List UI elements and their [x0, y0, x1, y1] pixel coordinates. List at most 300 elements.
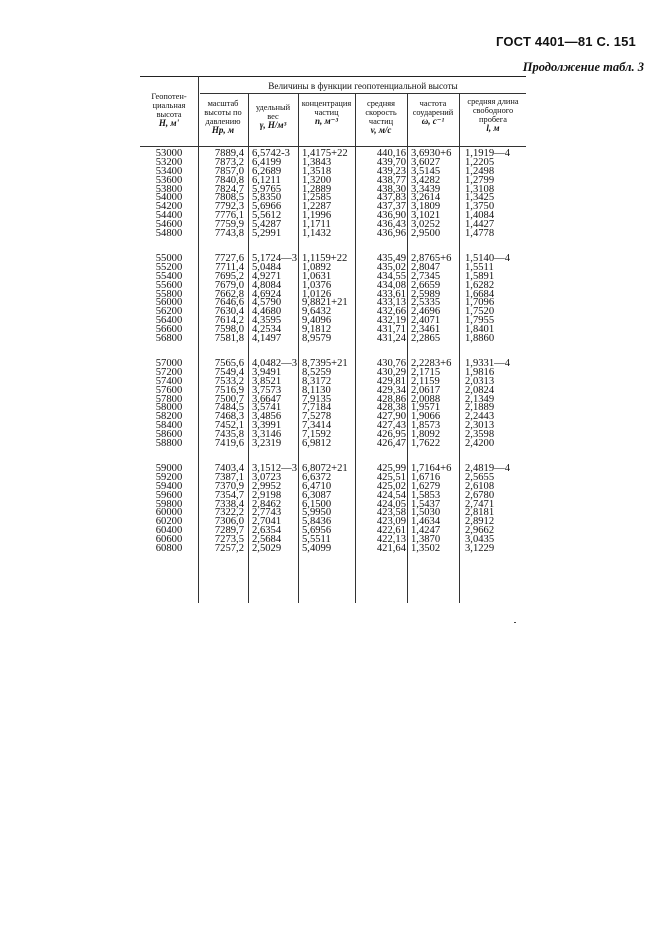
table-cell: 7808,5 [214, 192, 244, 204]
page-mark [514, 622, 516, 623]
table-cell: 7387,1 [214, 471, 244, 483]
table-cell: 2,7041 [252, 516, 282, 528]
table-cell: 54400 [155, 210, 183, 222]
table-cell: 424,05 [376, 498, 406, 510]
table-cell: 7581,8 [214, 333, 244, 345]
table-cell: 425,99 [376, 463, 406, 474]
table-cell: 7403,4 [214, 463, 244, 474]
column-scale [198, 255, 244, 344]
table-cell: 1,1996 [302, 210, 332, 222]
table-cell: 8,9579 [302, 333, 332, 345]
table-cell: 4,4680 [252, 306, 282, 318]
table-cell: 58800 [155, 438, 183, 450]
table-cell: 8,3172 [302, 375, 332, 387]
table-cell: 1,2205 [465, 156, 495, 168]
table-cell: 58400 [155, 420, 183, 432]
table-cell: 5,9950 [302, 507, 332, 519]
table-cell: 2,0617 [411, 384, 441, 396]
table-cell: 1,7955 [465, 315, 495, 327]
table-cell: 1,3518 [302, 165, 332, 177]
table-cell: 425,51 [376, 471, 406, 483]
table-cell: 60000 [155, 507, 183, 519]
table-cell: 432,19 [376, 315, 406, 327]
table-cell: 1,8092 [411, 429, 441, 441]
table-cell: 60400 [155, 525, 183, 537]
table-cell: 436,43 [376, 219, 406, 231]
table-cell: 5,5511 [302, 534, 331, 546]
table-cell: 3,7573 [252, 384, 282, 396]
table-cell: 9,6432 [302, 306, 332, 318]
table-cell: 3,2319 [252, 438, 282, 450]
table-cell: 4,2534 [252, 324, 282, 336]
table-cell: 3,3439 [411, 183, 441, 195]
table-cell: 56200 [155, 306, 183, 318]
table-cell: 60200 [155, 516, 183, 528]
table-cell: 6,1500 [302, 498, 332, 510]
table-cell: 1,5030 [411, 507, 441, 519]
table-cell: 2,7345 [411, 270, 441, 282]
table-caption: Продолжение табл. 3 [522, 60, 644, 74]
table-cell: 6,9812 [302, 438, 332, 450]
header-speed-label: средняя скорость частиц [365, 99, 397, 126]
table-cell: 1,3870 [411, 534, 441, 546]
column-freq [411, 255, 461, 344]
table-cell: 7711,4 [215, 261, 244, 273]
header-conc-symbol: n, м⁻³ [314, 116, 339, 126]
table-cell: 3,0723 [252, 471, 282, 483]
table-cell: 427,90 [376, 411, 406, 423]
column-freq [411, 465, 461, 554]
header-path [459, 97, 527, 133]
table-cell: 8,5259 [302, 366, 332, 378]
table-cell: 1,2498 [465, 165, 495, 177]
table-cell: 7727,6 [214, 253, 244, 264]
table-cell: 59000 [155, 463, 183, 474]
table-cell: 59400 [155, 480, 183, 492]
table-cell: 427,43 [376, 420, 406, 432]
column-weight [252, 360, 302, 449]
table-cell: 1,4427 [465, 219, 495, 231]
header-scale-label: масштаб высоты по давлению [204, 99, 242, 126]
table-cell: 2,2283+6 [411, 358, 452, 369]
table-cell: 7435,8 [214, 429, 244, 441]
table-cell: 1,1919—4 [465, 148, 511, 159]
table-cell: 3,2614 [411, 192, 441, 204]
table-cell: 7419,6 [214, 438, 244, 450]
table-cell: 3,1229 [465, 543, 495, 555]
table-cell: 7370,9 [214, 480, 244, 492]
table-cell: 1,5437 [411, 498, 441, 510]
table-cell: 2,7471 [465, 498, 495, 510]
table-cell: 1,2585 [302, 192, 332, 204]
table-cell: 5,2991 [252, 228, 282, 240]
table-cell: 7598,0 [214, 324, 244, 336]
table-cell: 1,4778 [465, 228, 495, 240]
table-cell: 7662,8 [214, 288, 244, 300]
table-cell: 422,13 [376, 534, 406, 546]
table-cell: 421,64 [376, 543, 406, 555]
table-cell: 1,1432 [302, 228, 332, 240]
column-path [465, 150, 523, 239]
table-cell: 8,7395+21 [302, 358, 348, 369]
table-cell: 7614,2 [214, 315, 244, 327]
table-cell: 7354,7 [214, 489, 244, 501]
table-cell: 431,24 [376, 333, 406, 345]
table-cell: 58600 [155, 429, 183, 441]
table-cell: 57600 [155, 384, 183, 396]
column-speed [360, 255, 406, 344]
table-cell: 7,3414 [302, 420, 332, 432]
table-cell: 8,1130 [302, 384, 331, 396]
column-path [465, 360, 523, 449]
table-cell: 2,6354 [252, 525, 282, 537]
table-cell: 60600 [155, 534, 183, 546]
table-cell: 1,6716 [411, 471, 441, 483]
table-cell: 436,96 [376, 228, 406, 240]
column-scale [198, 360, 244, 449]
table-cell: 1,6279 [411, 480, 441, 492]
table-cell: 57400 [155, 375, 183, 387]
header-path-label: средняя длина свободного пробега [467, 97, 519, 124]
table-cell: 435,02 [376, 261, 406, 273]
table-cell: 432,66 [376, 306, 406, 318]
table-cell: 1,9571 [411, 402, 441, 414]
table-cell: 7484,5 [214, 402, 244, 414]
table-cell: 1,5853 [411, 489, 441, 501]
column-divider [407, 93, 408, 603]
table-cell: 3,1021 [411, 210, 441, 222]
header-weight-symbol: γ, Н/м³ [259, 120, 287, 130]
table-cell: 7452,1 [214, 420, 244, 432]
column-weight [252, 255, 302, 344]
table-cell: 2,5684 [252, 534, 282, 546]
column-divider [248, 93, 249, 603]
table-cell: 7,7184 [302, 402, 332, 414]
table-cell: 3,1512—3 [252, 463, 298, 474]
column-scale [198, 465, 244, 554]
table-cell: 2,0824 [465, 384, 495, 396]
table-cell: 7533,2 [214, 375, 244, 387]
table-cell: 2,8047 [411, 261, 441, 273]
table-cell: 7679,0 [214, 279, 244, 291]
table-cell: 5,6956 [302, 525, 332, 537]
table-cell: 53000 [155, 148, 183, 159]
table-cell: 1,5140—4 [465, 253, 511, 264]
table-cell: 9,8821+21 [302, 297, 348, 309]
header-scale-symbol: Hp, м [211, 125, 235, 135]
table-cell: 7273,5 [214, 534, 244, 546]
table-cell: 2,8912 [465, 516, 495, 528]
column-height [140, 150, 198, 239]
table-cell: 2,8765+6 [411, 253, 452, 264]
table-cell: 7,1592 [302, 429, 332, 441]
column-freq [411, 360, 461, 449]
table-cell: 2,5655 [465, 471, 495, 483]
table-cell: 1,3843 [302, 156, 332, 168]
column-path [465, 465, 523, 554]
table-cell: 430,29 [376, 366, 406, 378]
table-cell: 2,3013 [465, 420, 495, 432]
table-cell: 7257,2 [214, 543, 244, 555]
table-cell: 2,1715 [411, 366, 441, 378]
table-cell: 1,3200 [302, 174, 332, 186]
table-cell: 57000 [155, 358, 183, 369]
table-cell: 2,5029 [252, 543, 282, 555]
table-cell: 5,8436 [302, 516, 332, 528]
table-cell: 56400 [155, 315, 183, 327]
table-cell: 7322,2 [214, 507, 244, 519]
header-freq [407, 99, 459, 126]
table-cell: 430,76 [376, 358, 406, 369]
column-height [140, 255, 198, 344]
column-speed [360, 465, 406, 554]
table-cell: 2,9662 [465, 525, 495, 537]
table-cell: 9,4096 [302, 315, 332, 327]
table-cell: 58200 [155, 411, 183, 423]
table-cell: 426,95 [376, 429, 406, 441]
header-height-symbol: H, м' [158, 118, 180, 128]
table-cell: 3,4282 [411, 174, 441, 186]
table-cell: 428,38 [376, 402, 406, 414]
table-cell: 57200 [155, 366, 183, 378]
table-cell: 425,02 [376, 480, 406, 492]
table-cell: 1,1711 [302, 219, 331, 231]
table-cell: 2,3598 [465, 429, 495, 441]
table-cell: 1,0376 [302, 279, 332, 291]
header-freq-symbol: ω, с⁻¹ [421, 116, 445, 126]
table-cell: 3,6647 [252, 393, 282, 405]
column-speed [360, 360, 406, 449]
table-cell: 2,9500 [411, 228, 441, 240]
table-cell: 439,23 [376, 165, 406, 177]
header-conc-label: концентрация частиц [301, 99, 352, 117]
table-cell: 1,7096 [465, 297, 495, 309]
header-scale [198, 99, 248, 135]
header-height [140, 92, 198, 128]
table-cell: 2,4696 [411, 306, 441, 318]
table-cell: 2,1159 [411, 375, 440, 387]
table-cell: 55400 [155, 270, 183, 282]
table-cell: 4,0482—3 [252, 358, 298, 369]
table-cell: 3,4856 [252, 411, 282, 423]
table-cell: 2,6780 [465, 489, 495, 501]
table-cell: 3,6027 [411, 156, 441, 168]
table-cell: 6,2689 [252, 165, 282, 177]
column-conc [302, 150, 360, 239]
table-cell: 423,09 [376, 516, 406, 528]
table-cell: 429,34 [376, 384, 406, 396]
table-cell: 5,0484 [252, 261, 282, 273]
table-cell: 60800 [155, 543, 183, 555]
table-cell: 2,8181 [465, 507, 495, 519]
table-cell: 54200 [155, 201, 183, 213]
table-cell: 2,9198 [252, 489, 282, 501]
table-cell: 1,5511 [465, 261, 494, 273]
column-freq [411, 150, 461, 239]
table-cell: 7565,6 [214, 358, 244, 369]
table-cell: 435,49 [376, 253, 406, 264]
column-path [465, 255, 523, 344]
table-cell: 59200 [155, 471, 183, 483]
table-cell: 1,2799 [465, 174, 495, 186]
table-cell: 7873,2 [214, 156, 244, 168]
table-cell: 7549,4 [214, 366, 244, 378]
table-cell: 1,1159+22 [302, 253, 348, 264]
table-cell: 1,3108 [465, 183, 495, 195]
table-cell: 1,0126 [302, 288, 332, 300]
table-cell: 1,6684 [465, 288, 495, 300]
table-cell: 429,81 [376, 375, 406, 387]
table-cell: 6,5742-3 [252, 148, 290, 159]
table-cell: 54600 [155, 219, 183, 231]
table-cell: 1,4084 [465, 210, 495, 222]
table-cell: 3,0252 [411, 219, 441, 231]
column-scale [198, 150, 244, 239]
table-cell: 57800 [155, 393, 183, 405]
table-cell: 1,4247 [411, 525, 441, 537]
table-cell: 3,3991 [252, 420, 282, 432]
table-cell: 3,9491 [252, 366, 282, 378]
table-cell: 1,3750 [465, 201, 495, 213]
table-cell: 2,6108 [465, 480, 495, 492]
table-cell: 437,37 [376, 201, 406, 213]
header-weight [248, 103, 298, 130]
table-cell: 2,4819—4 [465, 463, 511, 474]
table-cell: 55800 [155, 288, 183, 300]
table-cell: 4,1497 [252, 333, 282, 345]
table-cell: 7306,0 [214, 516, 244, 528]
table-cell: 1,0892 [302, 261, 332, 273]
table-cell: 4,9271 [252, 270, 282, 282]
column-conc [302, 360, 360, 449]
table-cell: 59600 [155, 489, 183, 501]
table-cell: 7468,3 [214, 411, 244, 423]
table-cell: 5,4099 [302, 543, 332, 555]
header-speed-symbol: v, м/с [370, 125, 392, 135]
table-cell: 2,1889 [465, 402, 495, 414]
table-cell: 55200 [155, 261, 183, 273]
table-cell: 434,08 [376, 279, 406, 291]
table-cell: 1,2889 [302, 183, 332, 195]
table-cell: 53200 [155, 156, 183, 168]
table-cell: 1,5891 [465, 270, 495, 282]
table-cell: 1,0631 [302, 270, 332, 282]
table-cell: 3,6930+6 [411, 148, 452, 159]
table-cell: 436,90 [376, 210, 406, 222]
table-cell: 1,4175+22 [302, 148, 348, 159]
table-cell: 1,7164+6 [411, 463, 452, 474]
table-cell: 53600 [155, 174, 183, 186]
table-cell: 7695,2 [214, 270, 244, 282]
table-cell: 56000 [155, 297, 183, 309]
table-cell: 424,54 [376, 489, 406, 501]
table-cell: 1,9066 [411, 411, 441, 423]
table-cell: 7759,9 [214, 219, 244, 231]
table-cell: 2,7743 [252, 507, 282, 519]
table-cell: 7646,6 [214, 297, 244, 309]
table-cell: 3,1809 [411, 201, 441, 213]
table-cell: 1,8401 [465, 324, 495, 336]
table-cell: 2,1349 [465, 393, 495, 405]
table-cell: 3,3146 [252, 429, 282, 441]
table-cell: 7338,4 [214, 498, 244, 510]
table-cell: 5,5612 [252, 210, 282, 222]
table-cell: 55000 [155, 253, 183, 264]
table-cell: 58000 [155, 402, 183, 414]
table-cell: 1,7622 [411, 438, 441, 450]
header-freq-label: частота соударений [412, 99, 454, 117]
table-cell: 6,3087 [302, 489, 332, 501]
table-cell: 1,2287 [302, 201, 332, 213]
table-cell: 3,0435 [465, 534, 495, 546]
table-cell: 4,6924 [252, 288, 282, 300]
table-cell: 6,4199 [252, 156, 282, 168]
table-cell: 2,0313 [465, 375, 495, 387]
table-cell: 433,13 [376, 297, 406, 309]
table-cell: 53800 [155, 183, 183, 195]
table-cell: 438,30 [376, 183, 406, 195]
table-cell: 422,61 [376, 525, 406, 537]
table-cell: 53400 [155, 165, 183, 177]
table-cell: 423,58 [376, 507, 406, 519]
table-cell: 7792,3 [214, 201, 244, 213]
table-cell: 5,1724—3 [252, 253, 298, 264]
table-cell: 2,9952 [252, 480, 282, 492]
table-cell: 434,55 [376, 270, 406, 282]
table-cell: 438,77 [376, 174, 406, 186]
table-cell: 4,5790 [252, 297, 282, 309]
table-cell: 440,16 [376, 148, 406, 159]
table-cell: 2,3461 [411, 324, 441, 336]
table-cell: 2,2865 [411, 333, 441, 345]
table-cell: 2,6659 [411, 279, 441, 291]
table-cell: 431,71 [376, 324, 406, 336]
table-cell: 7857,0 [214, 165, 244, 177]
table-cell: 6,4710 [302, 480, 332, 492]
column-conc [302, 465, 360, 554]
table-cell: 7889,4 [214, 148, 244, 159]
header-weight-label: удельный вес [255, 103, 291, 121]
page-header: ГОСТ 4401—81 С. 151 [495, 34, 636, 49]
table-cell: 4,8084 [252, 279, 282, 291]
table-cell: 2,2443 [465, 411, 495, 423]
header-height-label: Геопотен- циальная высота [151, 92, 187, 119]
table-cell: 2,5335 [411, 297, 441, 309]
table-cell: 3,5145 [411, 165, 441, 177]
table-cell: 55600 [155, 279, 183, 291]
table-cell: 437,83 [376, 192, 406, 204]
table-cell: 7824,7 [214, 183, 244, 195]
table-cell: 1,7520 [465, 306, 495, 318]
table-cell: 7776,1 [214, 210, 244, 222]
table-cell: 7,9135 [302, 393, 332, 405]
table-cell: 6,1211 [252, 174, 281, 186]
table-cell: 1,9816 [465, 366, 495, 378]
table-cell: 1,9331—4 [465, 358, 511, 369]
table-cell: 2,8462 [252, 498, 282, 510]
table-cell: 5,9765 [252, 183, 282, 195]
table-cell: 2,0088 [411, 393, 441, 405]
table-cell: 3,8521 [252, 375, 282, 387]
table-cell: 1,4634 [411, 516, 441, 528]
table-cell: 6,6372 [302, 471, 332, 483]
header-conc [298, 99, 355, 126]
table-cell: 2,4200 [465, 438, 495, 450]
header-speed [355, 99, 407, 135]
column-height [140, 465, 198, 554]
table-cell: 5,4287 [252, 219, 282, 231]
table-cell: 433,61 [376, 288, 406, 300]
